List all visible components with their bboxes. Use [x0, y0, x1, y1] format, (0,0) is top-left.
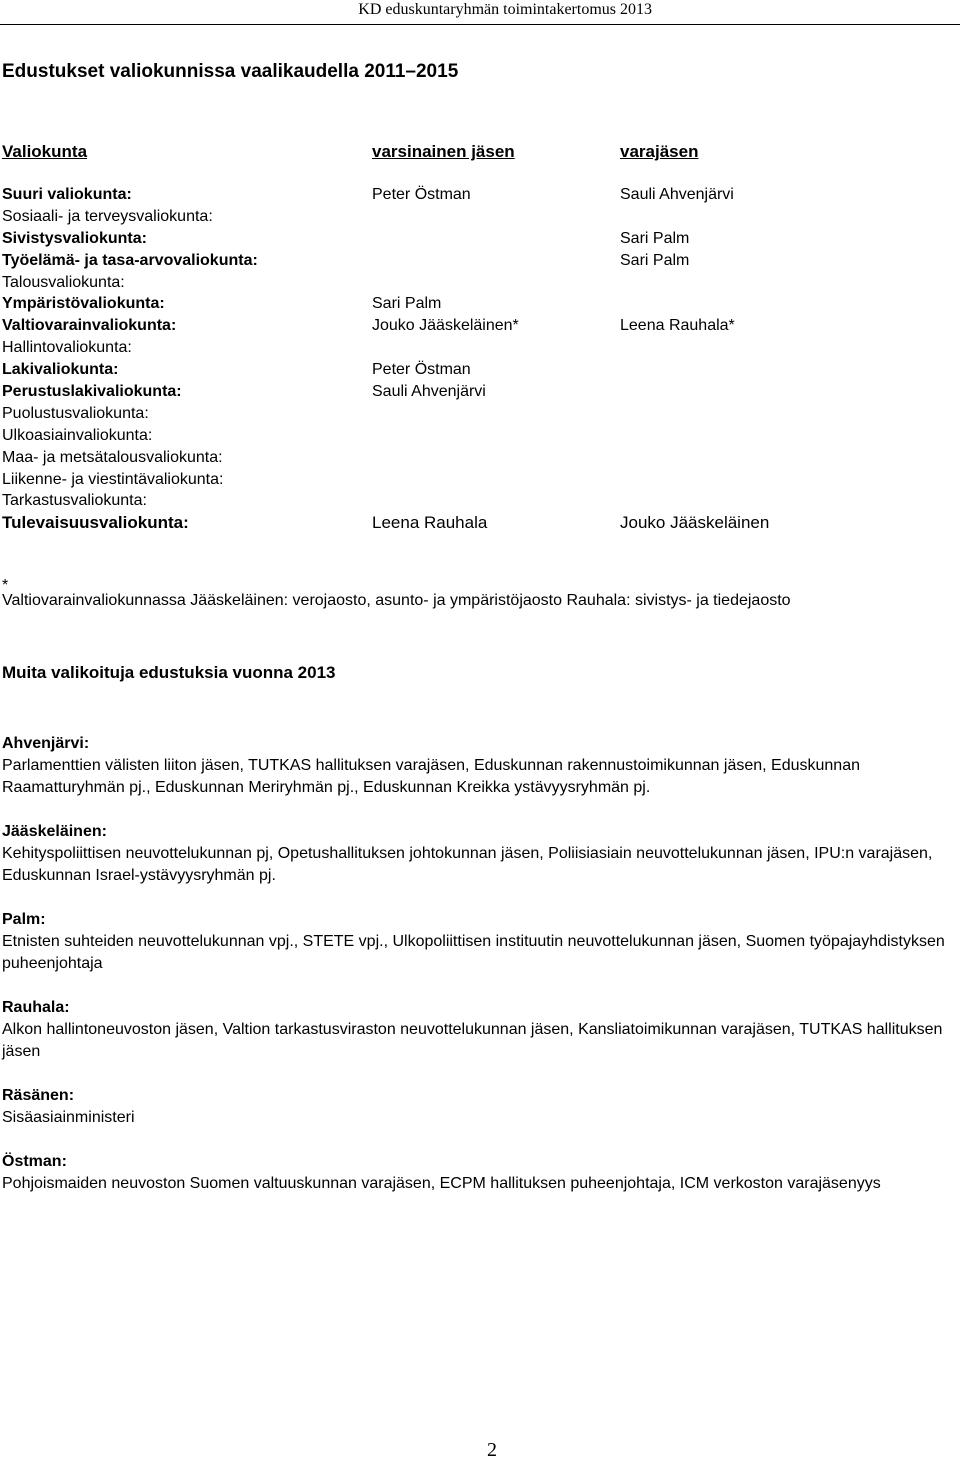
- table-row: [2, 470, 960, 492]
- committee-cell: Ulkoasiainvaliokunta:: [2, 426, 153, 444]
- table-row: [2, 229, 960, 251]
- footnote: [2, 575, 791, 611]
- page-number: 2: [487, 1439, 497, 1461]
- running-head: KD eduskuntaryhmän toimintakertomus 2013: [358, 1, 652, 18]
- section-title: Muita valikoituja edustuksia vuonna 2013: [2, 663, 336, 682]
- table-row: [2, 316, 960, 338]
- committee-cell: Sosiaali- ja terveysvaliokunta:: [2, 207, 213, 225]
- committee-cell: Talousvaliokunta:: [2, 273, 125, 291]
- table-row: [2, 273, 960, 295]
- table-row: [2, 185, 960, 207]
- committee-cell: Maa- ja metsätalousvaliokunta:: [2, 448, 223, 466]
- representation-item: [2, 1151, 958, 1195]
- person-name: Ahvenjärvi:: [2, 735, 90, 752]
- table-row: [2, 207, 960, 229]
- person-name: Räsänen:: [2, 1087, 75, 1104]
- column-header-deputy: varajäsen: [620, 142, 699, 161]
- table-row: [2, 448, 960, 470]
- member-cell: Peter Östman: [372, 186, 471, 203]
- deputy-cell: Sauli Ahvenjärvi: [620, 186, 734, 203]
- person-roles: Sisäasiainministeri: [2, 1109, 135, 1126]
- table-header: [2, 142, 960, 164]
- committee-cell: Sivistysvaliokunta:: [2, 229, 147, 247]
- person-name: Rauhala:: [2, 999, 70, 1016]
- table-row: [2, 360, 960, 382]
- table-row: [2, 294, 960, 316]
- committee-cell: Suuri valiokunta:: [2, 186, 132, 203]
- committee-cell: Tarkastusvaliokunta:: [2, 492, 147, 510]
- representation-item: [2, 733, 958, 799]
- table-row: [2, 338, 960, 360]
- member-cell: Sari Palm: [372, 295, 442, 313]
- committee-cell: Työelämä- ja tasa-arvovaliokunta:: [2, 251, 258, 269]
- member-cell: Sauli Ahvenjärvi: [372, 383, 486, 401]
- committee-table: [2, 142, 960, 533]
- representation-list: [2, 733, 958, 1217]
- representation-item: [2, 821, 958, 887]
- deputy-cell: Sari Palm: [620, 229, 690, 247]
- table-row: [2, 404, 960, 426]
- representation-item: [2, 909, 958, 975]
- column-header-committee: Valiokunta: [2, 142, 88, 161]
- table-row: [2, 513, 960, 535]
- deputy-cell: Jouko Jääskeläinen: [620, 513, 770, 533]
- deputy-cell: Sari Palm: [620, 251, 690, 269]
- person-name: Jääskeläinen:: [2, 823, 107, 840]
- footnote-marker: *: [2, 577, 9, 594]
- person-roles: Kehityspoliittisen neuvottelukunnan pj, Opetushallituksen johtokunnan jäsen, Poliisiasiain neuvottelukunnan jäsen, IPU:n varajäsen, Eduskunnan Israel-ystävyysryhmän pj.: [2, 845, 933, 884]
- person-name: Östman:: [2, 1153, 67, 1170]
- committee-cell: Liikenne- ja viestintävaliokunta:: [2, 470, 224, 488]
- person-roles: Etnisten suhteiden neuvottelukunnan vpj., STETE vpj., Ulkopoliittisen instituutin neuvottelukunnan jäsen, Suomen työpajayhdistyksen puheenjohtaja: [2, 933, 945, 972]
- person-name: Palm:: [2, 911, 46, 928]
- member-cell: Jouko Jääskeläinen*: [372, 317, 519, 335]
- person-roles: Pohjoismaiden neuvoston Suomen valtuuskunnan varajäsen, ECPM hallituksen puheenjohtaja, ICM verkoston varajäsenyys: [2, 1175, 881, 1192]
- table-body: [2, 185, 960, 535]
- person-roles: Parlamenttien välisten liiton jäsen, TUTKAS hallituksen varajäsen, Eduskunnan rakennustoimikunnan jäsen, Eduskunnan Raamatturyhmän pj., Eduskunnan Meriryhmän pj., Eduskunnan Kreikka ystävyysryhmän pj.: [2, 757, 860, 796]
- header-rule: [0, 24, 960, 25]
- member-cell: Peter Östman: [372, 361, 471, 379]
- table-row: [2, 491, 960, 513]
- representation-item: [2, 997, 958, 1063]
- page-title: Edustukset valiokunnissa vaalikaudella 2011–2015: [2, 61, 459, 82]
- committee-cell: Valtiovarainvaliokunta:: [2, 317, 177, 335]
- committee-cell: Ympäristövaliokunta:: [2, 295, 165, 313]
- committee-cell: Tulevaisuusvaliokunta:: [2, 513, 189, 533]
- table-row: [2, 426, 960, 448]
- member-cell: Leena Rauhala: [372, 513, 488, 533]
- footnote-text: Valtiovarainvaliokunnassa Jääskeläinen: verojaosto, asunto- ja ympäristöjaosto Rauhala: sivistys- ja tiedejaosto: [2, 592, 791, 609]
- committee-cell: Perustuslakivaliokunta:: [2, 383, 182, 401]
- deputy-cell: Leena Rauhala*: [620, 317, 735, 335]
- committee-cell: Hallintovaliokunta:: [2, 339, 132, 357]
- person-roles: Alkon hallintoneuvoston jäsen, Valtion tarkastusviraston neuvottelukunnan jäsen, Kansliatoimikunnan varajäsen, TUTKAS hallituksen jäsen: [2, 1021, 943, 1060]
- committee-cell: Puolustusvaliokunta:: [2, 404, 149, 422]
- representation-item: [2, 1085, 958, 1129]
- table-row: [2, 251, 960, 273]
- committee-cell: Lakivaliokunta:: [2, 361, 119, 379]
- table-row: [2, 382, 960, 404]
- column-header-member: varsinainen jäsen: [372, 142, 515, 161]
